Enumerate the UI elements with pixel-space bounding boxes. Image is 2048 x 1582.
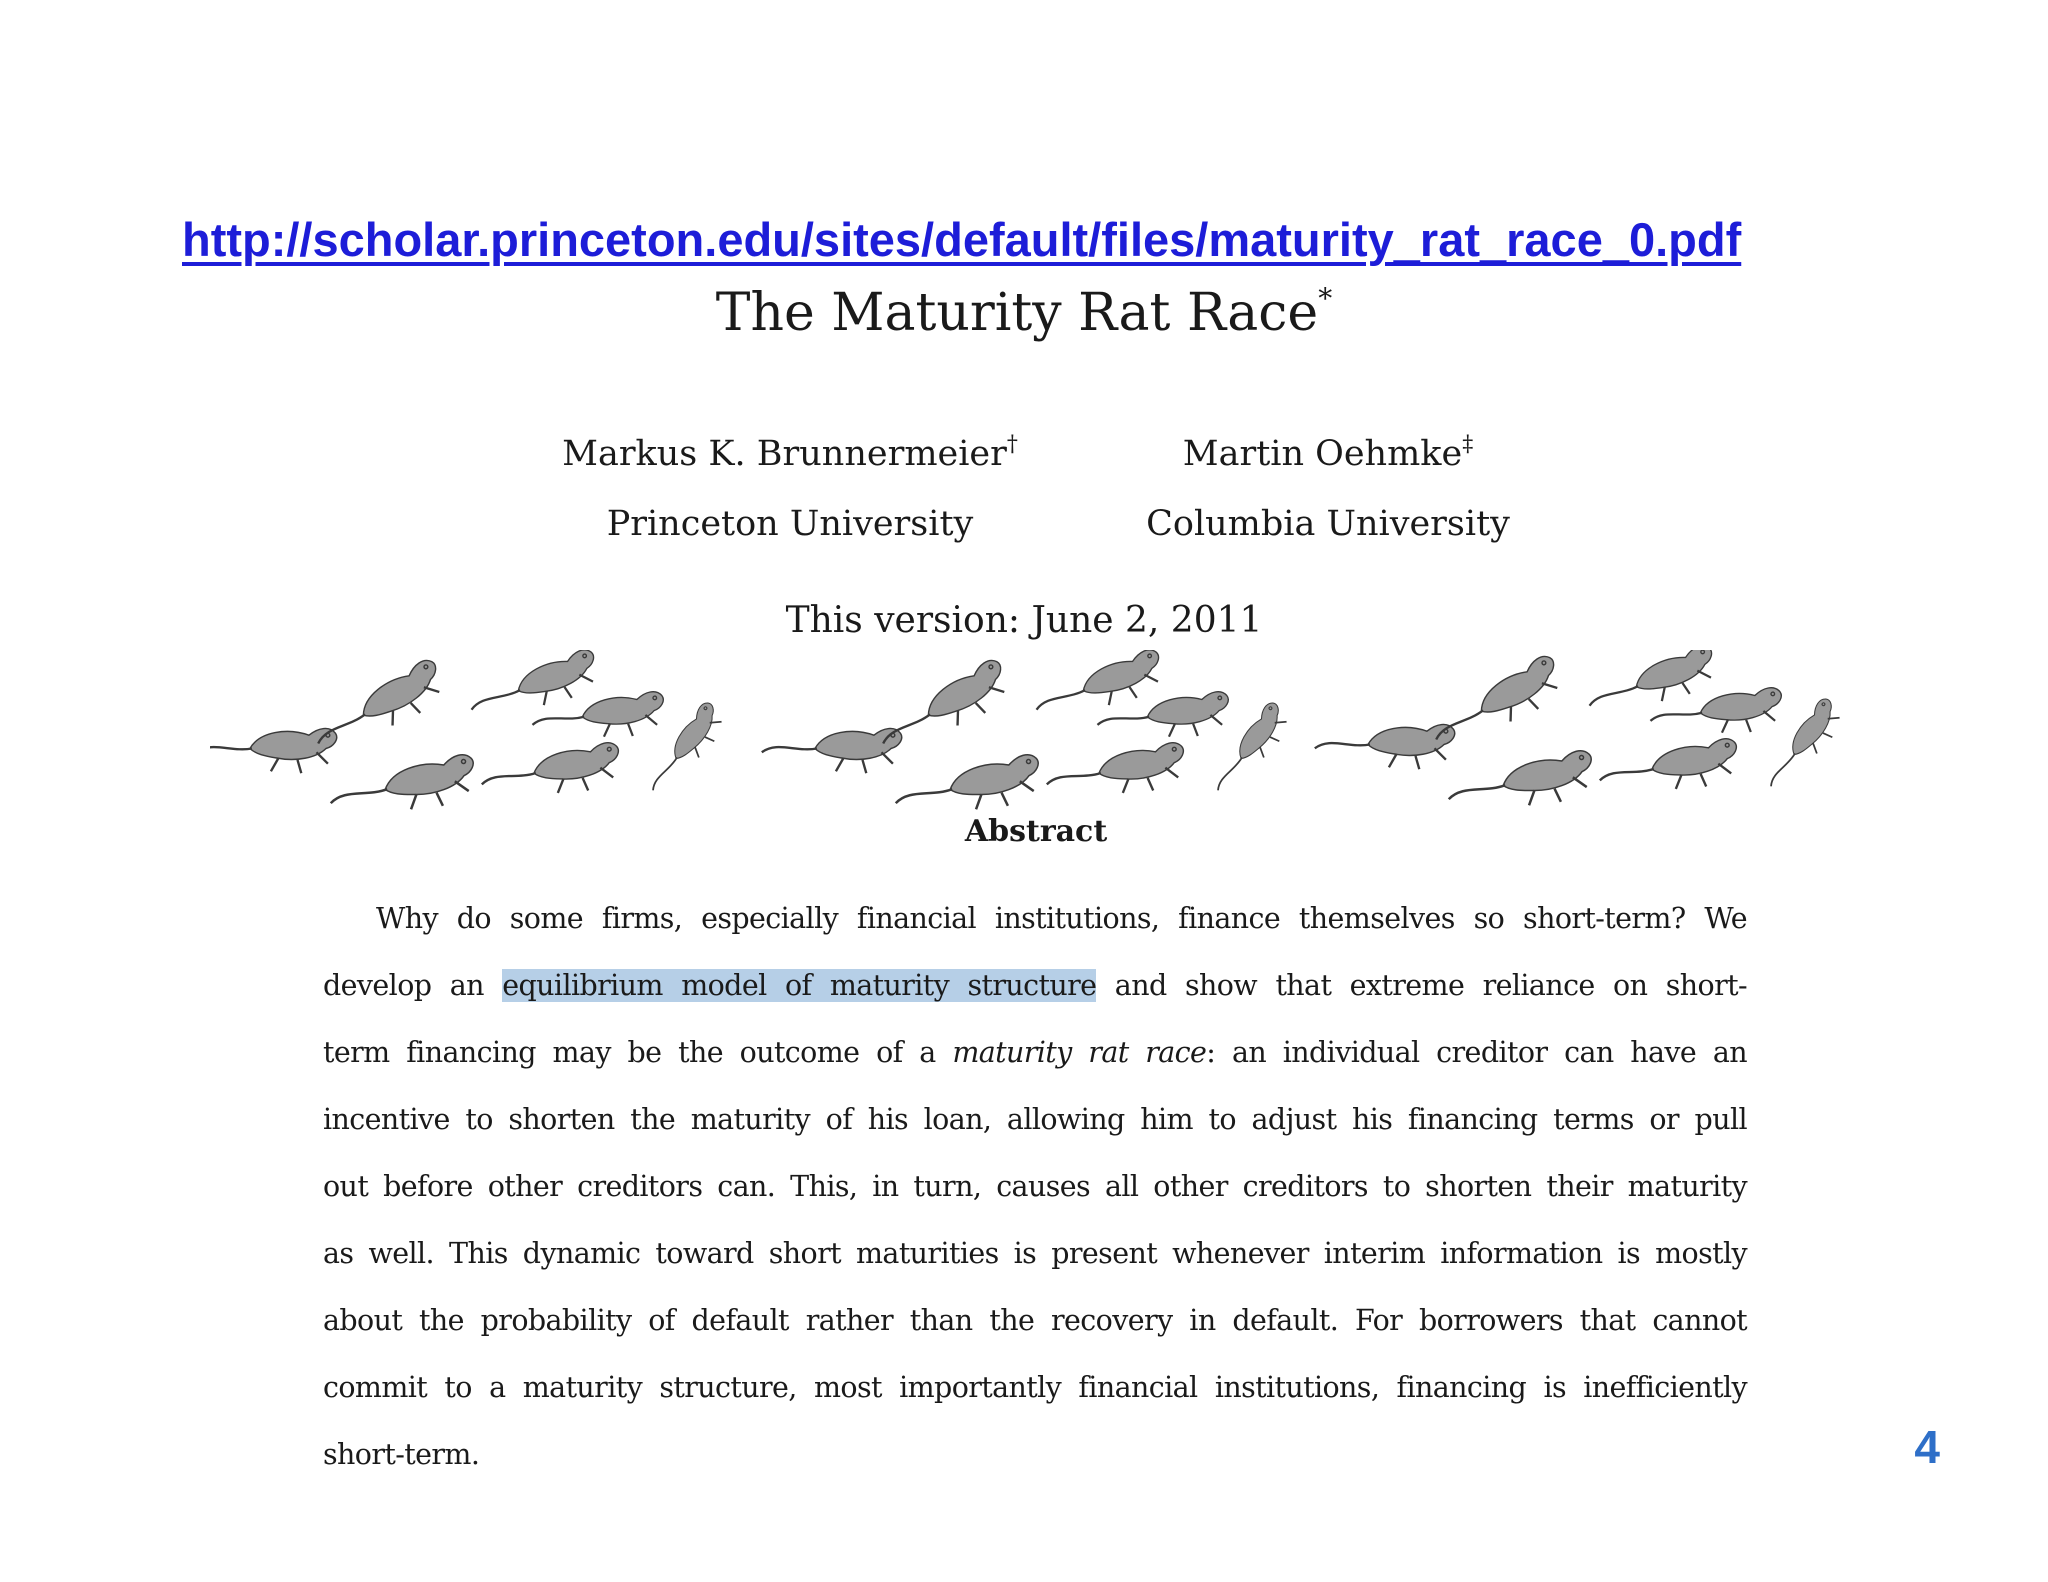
abstract-line-2-end: and show that extreme reliance on short- (1096, 969, 1747, 1002)
abstract-line-7: about the probability of default rather than the recovery in default. For borrowers that cannot (323, 1304, 1747, 1337)
paper-title-text: The Maturity Rat Race (715, 283, 1319, 343)
abstract-line-3-start: term financing may be the outcome of a (323, 1036, 953, 1069)
abstract-line-9: short-term. (323, 1438, 480, 1471)
abstract-line-6: as well. This dynamic toward short maturities is present whenever interim information is mostly (323, 1237, 1747, 1270)
author-affiliation-2: Columbia University (1146, 504, 1510, 544)
abstract-heading: Abstract (964, 814, 1108, 849)
author-name-1-text: Markus K. Brunnermeier (562, 434, 1007, 474)
abstract-line-3-end: : an individual creditor can have an (1206, 1036, 1747, 1069)
paper-url-link[interactable]: http://scholar.princeton.edu/sites/default/files/maturity_rat_race_0.pdf (182, 213, 1742, 266)
author-block-1 (530, 432, 1050, 544)
abstract-line-8: commit to a maturity structure, most importantly financial institutions, financing is inefficiently (323, 1371, 1747, 1404)
author-name-2-text: Martin Oehmke (1182, 434, 1463, 474)
rat-group-2 (762, 650, 1296, 820)
highlighted-phrase[interactable]: equilibrium model of maturity structure (502, 969, 1097, 1002)
abstract-line-4: incentive to shorten the maturity of his loan, allowing him to adjust his financing terms or pull (323, 1103, 1747, 1136)
author-1-footnote-mark: † (1006, 432, 1018, 457)
title-footnote-mark: * (1318, 282, 1333, 315)
author-name-2 (1068, 432, 1588, 474)
abstract-body (323, 895, 1747, 1498)
italic-term: maturity rat race (952, 1036, 1207, 1069)
version-date: This version: June 2, 2011 (785, 600, 1263, 641)
author-2-footnote-mark: ‡ (1462, 432, 1474, 457)
rat-group-3 (1315, 650, 1849, 820)
abstract-line-3 (323, 1029, 1747, 1096)
author-name-1 (530, 432, 1050, 474)
abstract-line-2 (323, 962, 1747, 1029)
page-number: 4 (1914, 1421, 1940, 1473)
author-affiliation-1: Princeton University (606, 504, 974, 544)
author-block-2 (1068, 432, 1588, 544)
rat-group-1 (210, 650, 731, 820)
paper-title (0, 282, 2048, 343)
abstract-line-1: Why do some firms, especially financial institutions, finance themselves so short-term? We (376, 902, 1747, 935)
abstract-line-5: out before other creditors can. This, in turn, causes all other creditors to shorten their maturity (323, 1170, 1747, 1203)
rat-race-illustration (210, 650, 1870, 820)
abstract-line-2-start: develop an (323, 969, 503, 1002)
